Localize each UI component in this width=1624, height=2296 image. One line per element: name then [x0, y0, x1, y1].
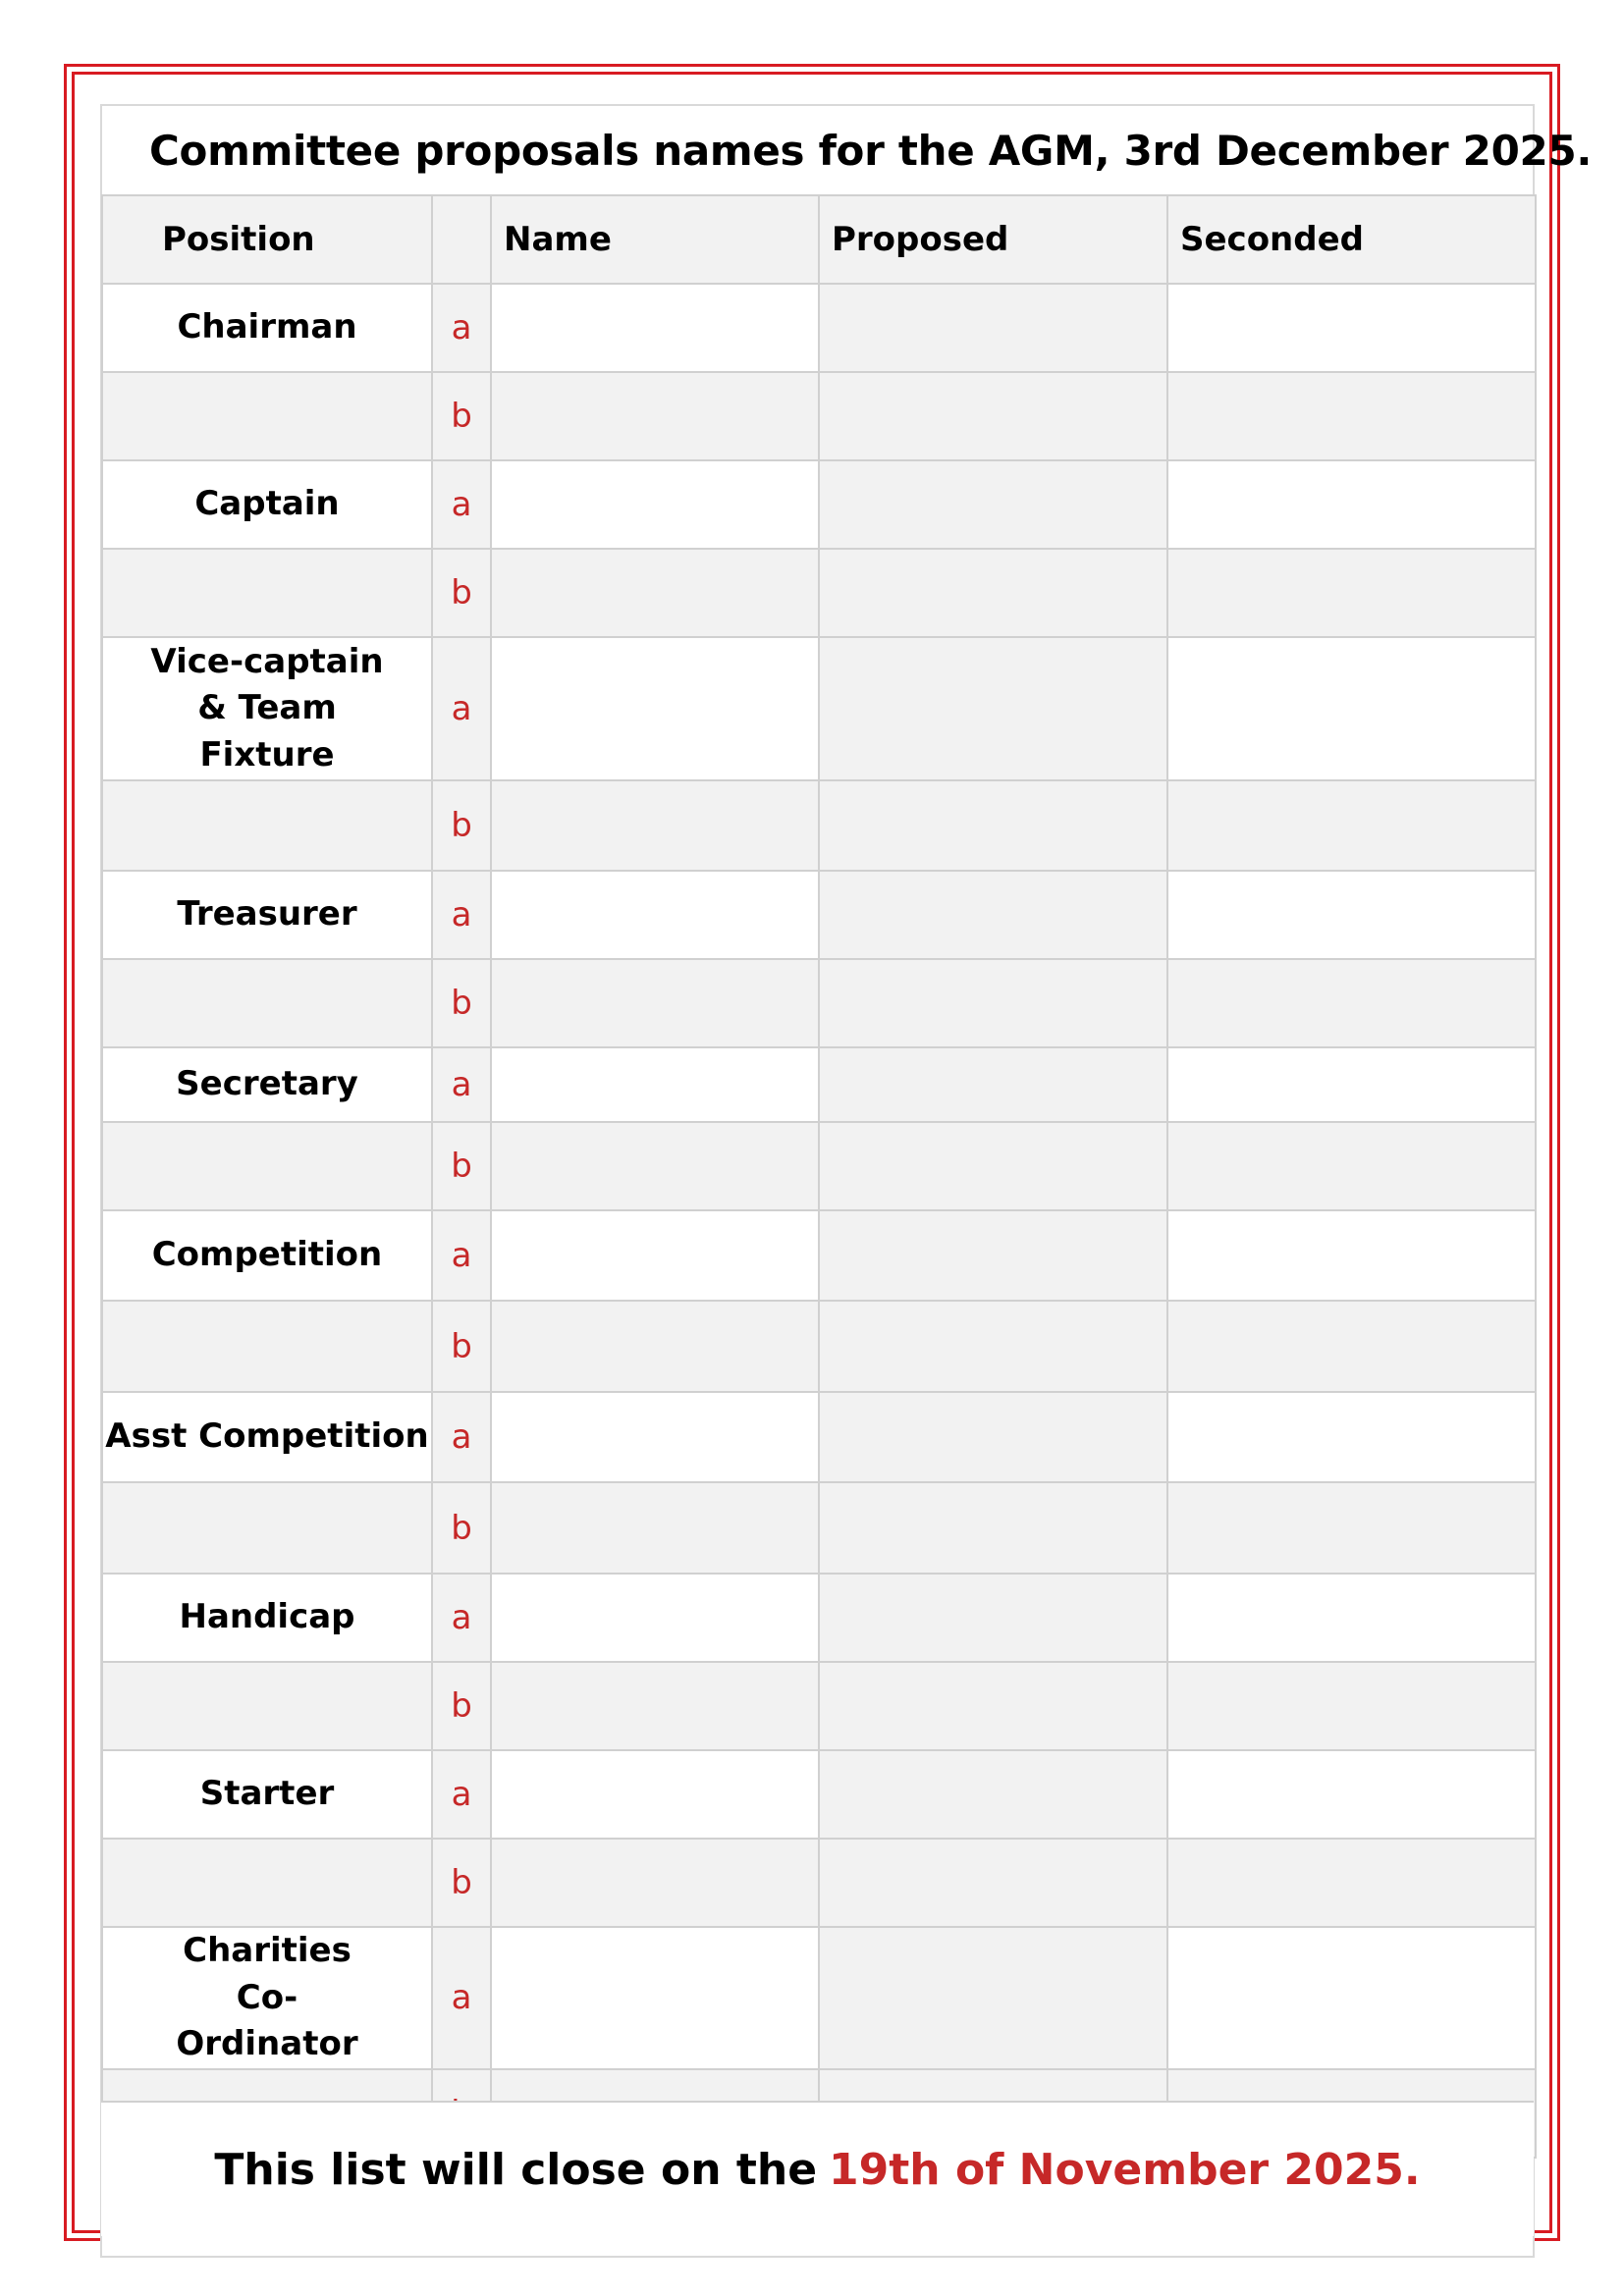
proposed-cell[interactable] [819, 1122, 1167, 1210]
name-cell[interactable] [491, 372, 819, 460]
option-letter-cell: a [432, 1392, 491, 1482]
position-cell: Vice-captain & Team Fixture [102, 637, 432, 780]
table-body [102, 284, 1536, 2158]
table-row [102, 780, 1536, 871]
seconded-cell[interactable] [1167, 637, 1536, 780]
name-cell[interactable] [491, 284, 819, 372]
seconded-cell[interactable] [1167, 1301, 1536, 1392]
position-cell: Competition [102, 1210, 432, 1301]
table-row [102, 549, 1536, 637]
name-cell[interactable] [491, 959, 819, 1047]
position-cell: Handicap [102, 1574, 432, 1662]
table-row [102, 1301, 1536, 1392]
proposed-cell[interactable] [819, 959, 1167, 1047]
position-cell: Treasurer [102, 871, 432, 959]
table-row [102, 959, 1536, 1047]
seconded-cell[interactable] [1167, 372, 1536, 460]
proposed-cell[interactable] [819, 1750, 1167, 1839]
table-row [102, 1047, 1536, 1122]
proposed-cell[interactable] [819, 549, 1167, 637]
position-cell: Starter [102, 1750, 432, 1839]
position-cell [102, 1839, 432, 1927]
seconded-cell[interactable] [1167, 284, 1536, 372]
proposed-cell[interactable] [819, 1210, 1167, 1301]
position-cell [102, 1301, 432, 1392]
position-cell [102, 1122, 432, 1210]
proposed-cell[interactable] [819, 780, 1167, 871]
name-cell[interactable] [491, 871, 819, 959]
proposed-cell[interactable] [819, 372, 1167, 460]
seconded-cell[interactable] [1167, 959, 1536, 1047]
page-title: Committee proposals names for the AGM, 3rd December 2025. [149, 126, 1593, 175]
proposed-cell[interactable] [819, 1927, 1167, 2069]
option-letter-cell: a [432, 460, 491, 549]
name-cell[interactable] [491, 1482, 819, 1574]
name-cell[interactable] [491, 1662, 819, 1750]
name-cell[interactable] [491, 1574, 819, 1662]
option-letter-cell: b [432, 549, 491, 637]
header-name: Name [491, 195, 819, 284]
option-letter-cell: b [432, 1839, 491, 1927]
name-cell[interactable] [491, 1301, 819, 1392]
position-cell [102, 549, 432, 637]
seconded-cell[interactable] [1167, 1392, 1536, 1482]
option-letter-cell: a [432, 871, 491, 959]
name-cell[interactable] [491, 637, 819, 780]
table-row [102, 1392, 1536, 1482]
table-row [102, 1122, 1536, 1210]
name-cell[interactable] [491, 1122, 819, 1210]
option-letter-cell: b [432, 959, 491, 1047]
position-cell: Captain [102, 460, 432, 549]
proposed-cell[interactable] [819, 1392, 1167, 1482]
option-letter-cell: b [432, 372, 491, 460]
closing-notice-text: This list will close on the [214, 2144, 818, 2195]
seconded-cell[interactable] [1167, 871, 1536, 959]
position-cell [102, 372, 432, 460]
table-row [102, 460, 1536, 549]
option-letter-cell: a [432, 1750, 491, 1839]
position-cell [102, 1662, 432, 1750]
proposed-cell[interactable] [819, 1482, 1167, 1574]
header-proposed: Proposed [819, 195, 1167, 284]
seconded-cell[interactable] [1167, 1122, 1536, 1210]
table-row [102, 637, 1536, 780]
seconded-cell[interactable] [1167, 1210, 1536, 1301]
option-letter-cell: a [432, 637, 491, 780]
proposals-table [101, 194, 1537, 2159]
closing-date: 19th of November 2025. [829, 2144, 1421, 2195]
name-cell[interactable] [491, 1839, 819, 1927]
proposed-cell[interactable] [819, 284, 1167, 372]
seconded-cell[interactable] [1167, 1482, 1536, 1574]
proposed-cell[interactable] [819, 1662, 1167, 1750]
seconded-cell[interactable] [1167, 1662, 1536, 1750]
option-letter-cell: a [432, 284, 491, 372]
table-row [102, 1482, 1536, 1574]
table-row [102, 1839, 1536, 1927]
option-letter-cell: a [432, 1927, 491, 2069]
position-cell: Charities Co-Ordinator [102, 1927, 432, 2069]
option-letter-cell: a [432, 1210, 491, 1301]
option-letter-cell: b [432, 780, 491, 871]
header-letter [432, 195, 491, 284]
name-cell[interactable] [491, 1750, 819, 1839]
table-header-row [102, 195, 1536, 284]
table-row [102, 871, 1536, 959]
proposed-cell[interactable] [819, 1574, 1167, 1662]
seconded-cell[interactable] [1167, 1574, 1536, 1662]
name-cell[interactable] [491, 780, 819, 871]
name-cell[interactable] [491, 1392, 819, 1482]
position-cell: Chairman [102, 284, 432, 372]
option-letter-cell: b [432, 1662, 491, 1750]
seconded-cell[interactable] [1167, 460, 1536, 549]
position-cell [102, 780, 432, 871]
position-cell [102, 959, 432, 1047]
option-letter-cell: b [432, 1482, 491, 1574]
proposed-cell[interactable] [819, 460, 1167, 549]
option-letter-cell: b [432, 1301, 491, 1392]
name-cell[interactable] [491, 460, 819, 549]
seconded-cell[interactable] [1167, 780, 1536, 871]
table-row [102, 284, 1536, 372]
name-cell[interactable] [491, 1047, 819, 1122]
name-cell[interactable] [491, 1210, 819, 1301]
proposed-cell[interactable] [819, 871, 1167, 959]
name-cell[interactable] [491, 549, 819, 637]
table-row [102, 1210, 1536, 1301]
seconded-cell[interactable] [1167, 549, 1536, 637]
proposed-cell[interactable] [819, 637, 1167, 780]
position-cell: Asst Competition [102, 1392, 432, 1482]
header-position: Position [102, 195, 432, 284]
position-cell [102, 1482, 432, 1574]
seconded-cell[interactable] [1167, 1927, 1536, 2069]
table-row [102, 1750, 1536, 1839]
option-letter-cell: b [432, 1122, 491, 1210]
position-cell: Secretary [102, 1047, 432, 1122]
table-row [102, 372, 1536, 460]
seconded-cell[interactable] [1167, 1839, 1536, 1927]
option-letter-cell: a [432, 1574, 491, 1662]
seconded-cell[interactable] [1167, 1047, 1536, 1122]
proposed-cell[interactable] [819, 1301, 1167, 1392]
closing-notice [101, 2101, 1534, 2236]
seconded-cell[interactable] [1167, 1750, 1536, 1839]
proposed-cell[interactable] [819, 1047, 1167, 1122]
table-row [102, 1574, 1536, 1662]
header-seconded: Seconded [1167, 195, 1536, 284]
table-row [102, 1662, 1536, 1750]
name-cell[interactable] [491, 1927, 819, 2069]
option-letter-cell: a [432, 1047, 491, 1122]
proposed-cell[interactable] [819, 1839, 1167, 1927]
table-row [102, 1927, 1536, 2069]
